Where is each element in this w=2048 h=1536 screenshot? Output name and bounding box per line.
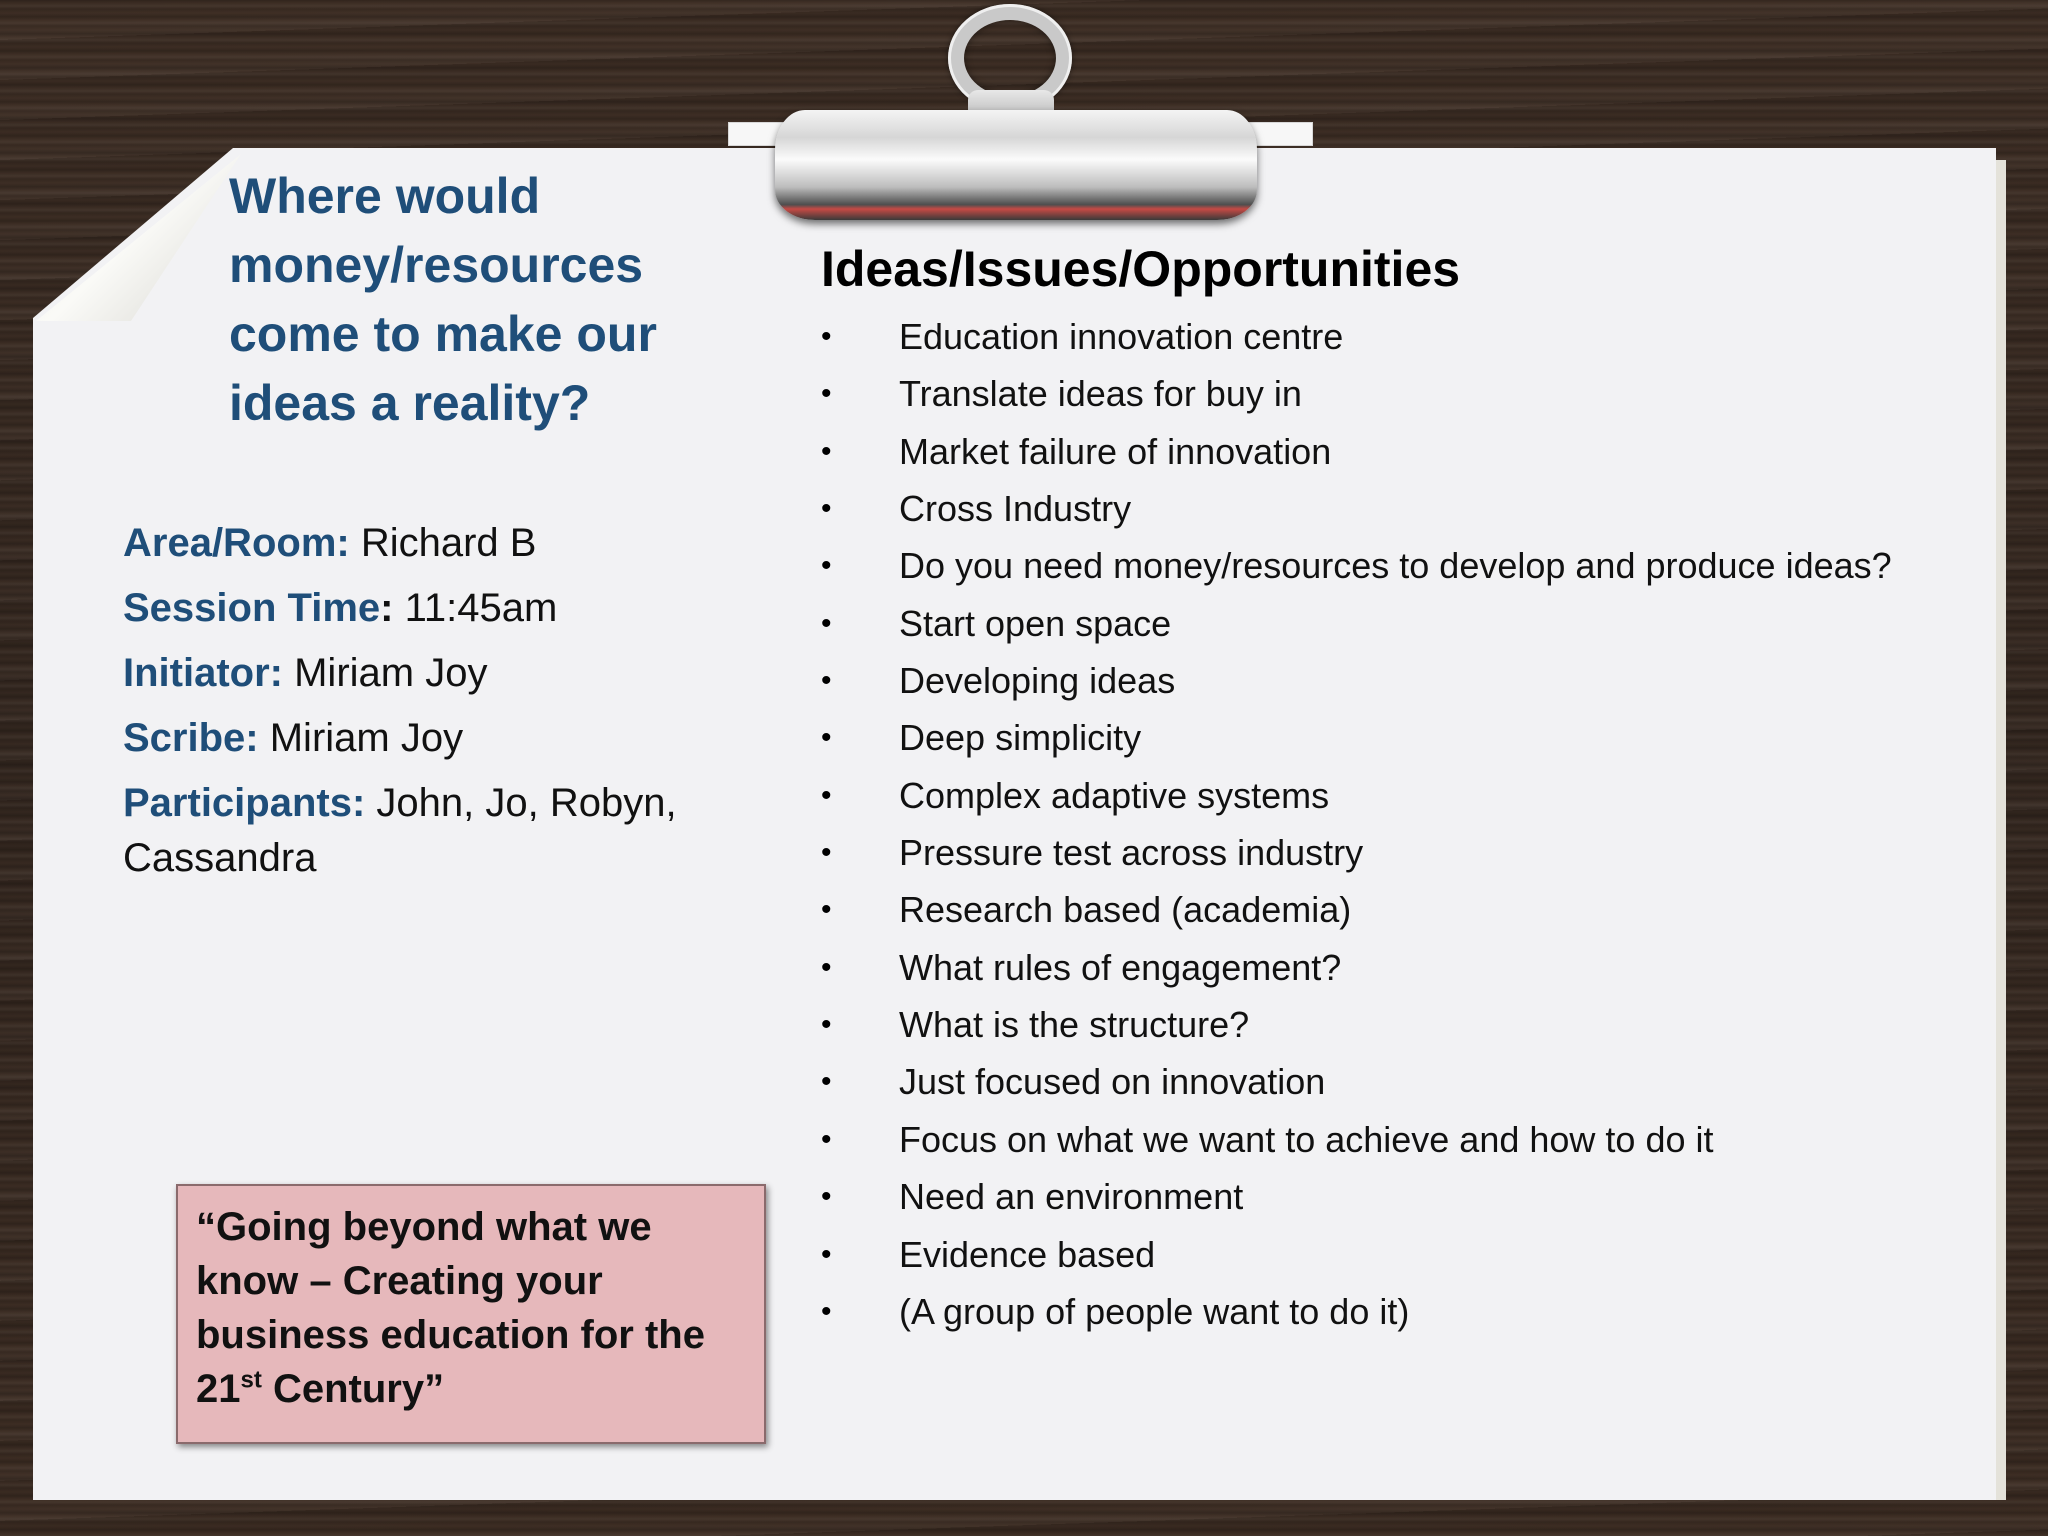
list-item (821, 767, 1981, 824)
ideas-list (821, 308, 1981, 1340)
participants-label: Participants: (123, 781, 366, 825)
bullet-icon: • (821, 606, 832, 640)
page-title: Where would money/resources come to make our ideas a reality? (229, 168, 657, 431)
bullet-icon: • (821, 377, 832, 411)
bullet-icon: • (821, 1122, 832, 1156)
list-item (821, 1283, 1981, 1340)
list-item (821, 480, 1981, 537)
participants-value: John, Jo, Robyn, Cassandra (123, 781, 677, 880)
idea-text: Deep simplicity (899, 717, 1142, 759)
idea-text: Evidence based (899, 1233, 1156, 1275)
ideas-heading: Ideas/Issues/Opportunities (821, 241, 1461, 297)
idea-text: Start open space (899, 602, 1172, 644)
quote-superscript: st (240, 1366, 262, 1394)
idea-text: Research based (academia) (899, 889, 1352, 931)
idea-text: Need an environment (899, 1176, 1244, 1218)
initiator-label: Initiator: (123, 651, 283, 695)
list-item (821, 365, 1981, 422)
area-value: Richard B (360, 521, 537, 565)
quote-main: “Going beyond what we know – Creating your business education for the 21 (196, 1205, 705, 1411)
idea-text: Focus on what we want to achieve and how to do it (899, 1118, 1714, 1160)
list-item (821, 652, 1981, 709)
list-item (821, 1168, 1981, 1225)
area-row (123, 516, 763, 571)
idea-text: Just focused on innovation (899, 1061, 1326, 1103)
list-item (821, 308, 1981, 365)
bullet-icon: • (821, 1065, 832, 1099)
list-item (821, 881, 1981, 938)
bullet-icon: • (821, 778, 832, 812)
bullet-icon: • (821, 721, 832, 755)
session-time-colon: : (380, 586, 394, 630)
participants-row (123, 776, 763, 886)
scribe-row (123, 711, 763, 766)
list-item (821, 824, 1981, 881)
list-item (821, 1226, 1981, 1283)
paper-clip-icon (775, 110, 1257, 220)
session-time-row (123, 581, 763, 636)
list-item (821, 1053, 1981, 1110)
initiator-row (123, 646, 763, 701)
bullet-icon: • (821, 1294, 832, 1328)
idea-text: Pressure test across industry (899, 832, 1364, 874)
scribe-value: Miriam Joy (269, 716, 464, 760)
bullet-icon: • (821, 664, 832, 698)
idea-text: Market failure of innovation (899, 430, 1332, 472)
list-item (821, 709, 1981, 766)
quote-tail: Century” (261, 1367, 445, 1411)
idea-text: Cross Industry (899, 488, 1132, 530)
bullet-icon: • (821, 950, 832, 984)
bullet-icon: • (821, 434, 832, 468)
list-item (821, 1111, 1981, 1168)
bullet-icon: • (821, 1008, 832, 1042)
idea-text: Do you need money/resources to develop and produce ideas? (899, 545, 1892, 587)
quote-box (176, 1184, 766, 1444)
bullet-icon: • (821, 549, 832, 583)
idea-text: Education innovation centre (899, 316, 1344, 357)
paper-edge (1996, 160, 2006, 1500)
bullet-icon: • (821, 1180, 832, 1214)
scribe-label: Scribe: (123, 716, 259, 760)
list-item (821, 595, 1981, 652)
idea-text: (A group of people want to do it) (899, 1290, 1410, 1332)
bullet-icon: • (821, 1237, 832, 1271)
area-label: Area/Room: (123, 521, 350, 565)
session-details (123, 516, 763, 896)
idea-text: Developing ideas (899, 660, 1176, 702)
list-item (821, 939, 1981, 996)
list-item (821, 423, 1981, 480)
idea-text: What rules of engagement? (899, 946, 1342, 988)
idea-text: Complex adaptive systems (899, 774, 1330, 816)
idea-text: What is the structure? (899, 1004, 1250, 1046)
initiator-value: Miriam Joy (294, 651, 488, 695)
bullet-icon: • (821, 492, 832, 526)
bullet-icon: • (821, 836, 832, 870)
list-item (821, 537, 1981, 594)
quote-text (196, 1200, 746, 1416)
bullet-icon: • (821, 320, 832, 353)
session-time-label: Session Time (123, 586, 381, 630)
bullet-icon: • (821, 893, 832, 927)
idea-text: Translate ideas for buy in (899, 373, 1302, 415)
session-time-value: 11:45am (404, 586, 558, 630)
list-item (821, 996, 1981, 1053)
